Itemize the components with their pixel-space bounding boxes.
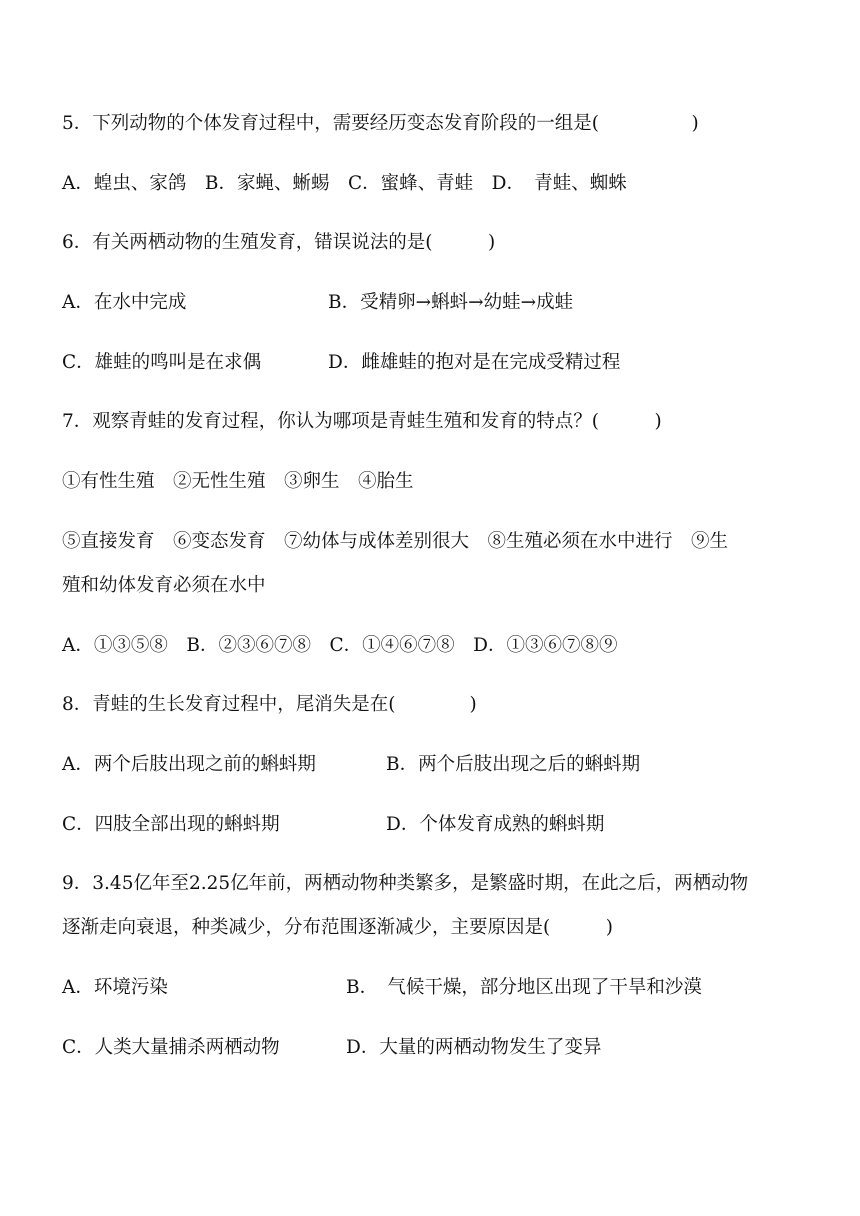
q6-stem: 6．有关两栖动物的生殖发育，错误说法的是( ) xyxy=(62,232,496,253)
q6-option-d: D．雌雄蛙的抱对是在完成受精过程 xyxy=(328,352,621,373)
q8-option-c: C．四肢全部出现的蝌蚪期 xyxy=(62,814,280,835)
q7-features-line-3: 殖和幼体发育必须在水中 xyxy=(62,575,266,596)
q9-option-d: D．大量的两栖动物发生了变异 xyxy=(346,1037,602,1058)
q6-option-a: A．在水中完成 xyxy=(62,292,187,313)
q8-option-b: B．两个后肢出现之后的蝌蚪期 xyxy=(386,754,641,775)
q7-features-line-1: ①有性生殖 ②无性生殖 ③卵生 ④胎生 xyxy=(62,471,414,492)
q8-option-d: D．个体发育成熟的蝌蚪期 xyxy=(386,814,605,835)
q9-option-c: C．人类大量捕杀两栖动物 xyxy=(62,1037,280,1058)
q9-stem-line-2: 逐渐走向衰退，种类减少，分布范围逐渐减少，主要原因是( ) xyxy=(62,917,613,938)
q7-stem: 7．观察青蛙的发育过程，你认为哪项是青蛙生殖和发育的特点？( ) xyxy=(62,411,662,432)
q5-options: A．蝗虫、家鸽 B．家蝇、蜥蜴 C．蜜蜂、青蛙 D． 青蛙、蜘蛛 xyxy=(62,173,627,194)
q9-option-a: A．环境污染 xyxy=(62,977,168,998)
q6-option-c: C．雄蛙的鸣叫是在求偶 xyxy=(62,352,262,373)
q7-options: A．①③⑤⑧ B．②③⑥⑦⑧ C．①④⑥⑦⑧ D．①③⑥⑦⑧⑨ xyxy=(62,635,618,656)
q8-stem: 8．青蛙的生长发育过程中，尾消失是在( ) xyxy=(62,694,477,715)
q7-features-line-2: ⑤直接发育 ⑥变态发育 ⑦幼体与成体差别很大 ⑧生殖必须在水中进行 ⑨生 xyxy=(62,531,729,552)
q6-option-b: B．受精卵→蝌蚪→幼蛙→成蛙 xyxy=(328,292,574,313)
q9-stem-line-1: 9．3.45亿年至2.25亿年前，两栖动物种类繁多，是繁盛时期，在此之后，两栖动物 xyxy=(62,873,749,894)
q5-stem: 5．下列动物的个体发育过程中，需要经历变态发育阶段的一组是( ) xyxy=(62,113,699,134)
q9-option-b: B． 气候干燥，部分地区出现了干旱和沙漠 xyxy=(346,977,702,998)
q8-option-a: A．两个后肢出现之前的蝌蚪期 xyxy=(62,754,316,775)
